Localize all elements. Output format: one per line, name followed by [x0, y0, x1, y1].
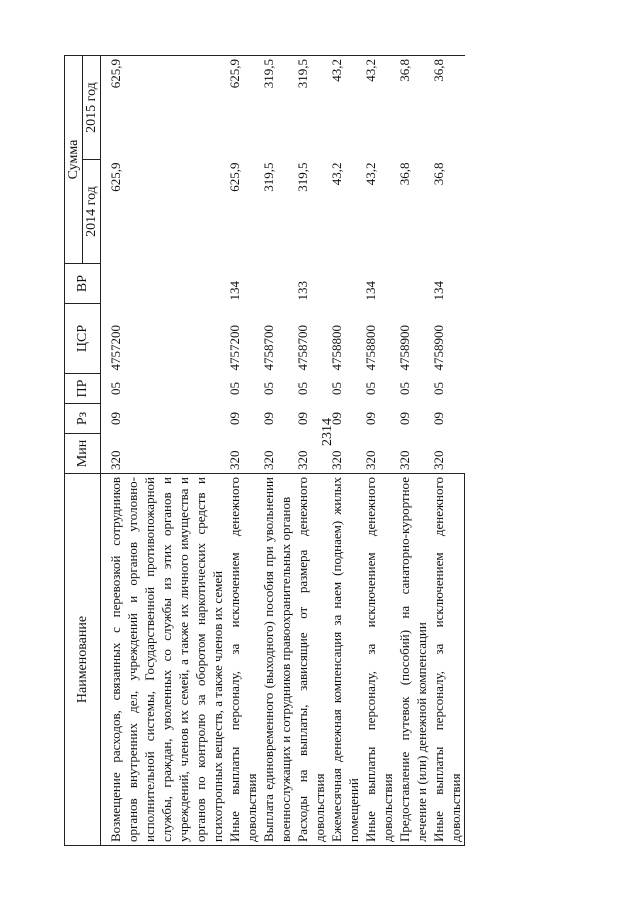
- budget-table-rotated: [64, 56, 614, 846]
- table-body: [101, 56, 465, 846]
- row-name: Предоставление путевок (пособий) на санаторно-курортное лечение и (или) денежной компенсации: [396, 474, 430, 846]
- cell-sum-2015: 625,9: [226, 56, 260, 160]
- row-name: Иные выплаты персоналу, за исключением денежного довольствия: [430, 474, 465, 846]
- cell-sum-2014: 625,9: [227, 162, 242, 192]
- cell-rz: 09: [397, 412, 412, 425]
- cell-tsr: 4758800: [329, 325, 344, 371]
- cell-sum-2015: 43,2: [328, 56, 362, 160]
- cell-rz: 09: [431, 412, 446, 425]
- cell-min: 320: [227, 450, 242, 470]
- cell-pr: 05: [261, 382, 276, 395]
- cell-min: 320: [397, 450, 412, 470]
- cell-min: 320: [329, 450, 344, 470]
- cell-sum-2015: 625,9: [107, 56, 226, 160]
- cell-tsr: 4757200: [108, 325, 123, 371]
- table-row: [226, 56, 260, 846]
- page-number: 2314: [320, 418, 335, 446]
- cell-pr: 05: [108, 382, 123, 395]
- cell-pr: 05: [397, 382, 412, 395]
- budget-table: [64, 55, 465, 846]
- cell-tsr: 4758700: [261, 325, 276, 371]
- cell-rz: 09: [363, 412, 378, 425]
- cell-sum-2015: 36,8: [396, 56, 430, 160]
- row-name: Возмещение расходов, связанных с перевозкой сотрудников органов внутренних дел, учреждений и органов уголовно-исполнительной системы, Государственной противопожарной службы, граждан, уволенных со службы из этих органов и учреждений, членов их семей, а также их личного имущества и органов по контролю за оборотом наркотических средств и психотропных веществ, а также членов их семей: [107, 474, 226, 846]
- cell-rz: 09: [227, 412, 242, 425]
- table-row: [396, 56, 430, 846]
- cell-sum-2015: 319,5: [260, 56, 294, 160]
- cell-min: 320: [431, 450, 446, 470]
- cell-pr: 05: [363, 382, 378, 395]
- cell-pr: 05: [431, 382, 446, 395]
- cell-sum-2014: 36,8: [397, 162, 412, 186]
- cell-vr: [328, 264, 362, 304]
- cell-tsr: 4758900: [397, 325, 412, 371]
- cell-min: 320: [261, 450, 276, 470]
- cell-sum-2014: 319,5: [261, 162, 276, 192]
- table-row: [294, 56, 328, 846]
- cell-rz: 09: [295, 412, 310, 425]
- header-vr: ВР: [65, 264, 101, 304]
- row-name: Ежемесячная денежная компенсация за наем (поднаем) жилых помещений: [328, 474, 362, 846]
- row-name: Иные выплаты персоналу, за исключением денежного довольствия: [226, 474, 260, 846]
- cell-rz: 09: [329, 412, 344, 425]
- header-min: Мин: [65, 434, 101, 474]
- cell-vr: 134: [227, 281, 242, 301]
- cell-sum-2014: 43,2: [329, 162, 344, 186]
- cell-pr: 05: [329, 382, 344, 395]
- table-row: [362, 56, 396, 846]
- cell-pr: 05: [227, 382, 242, 395]
- row-name: Расходы на выплаты, зависящие от размера денежного довольствия: [294, 474, 328, 846]
- cell-vr: 134: [431, 281, 446, 301]
- table-row: [430, 56, 465, 846]
- cell-vr: [396, 264, 430, 304]
- cell-min: 320: [295, 450, 310, 470]
- cell-sum-2015: 43,2: [362, 56, 396, 160]
- row-name: Выплата единовременного (выходного) пособия при увольнении военнослужащих и сотрудников правоохранительных органов: [260, 474, 294, 846]
- cell-tsr: 4757200: [227, 325, 242, 371]
- header-year-2015: 2015 год: [83, 56, 101, 160]
- cell-rz: 09: [108, 412, 123, 425]
- cell-min: 320: [363, 450, 378, 470]
- cell-rz: 09: [261, 412, 276, 425]
- cell-sum-2014: 36,8: [431, 162, 446, 186]
- cell-vr: [260, 264, 294, 304]
- cell-pr: 05: [295, 382, 310, 395]
- cell-sum-2014: 625,9: [108, 162, 123, 192]
- cell-sum-2015: 319,5: [294, 56, 328, 160]
- row-name: Иные выплаты персоналу, за исключением денежного довольствия: [362, 474, 396, 846]
- cell-min: 320: [108, 450, 123, 470]
- header-name: Наименование: [65, 474, 101, 846]
- table-row: [107, 56, 226, 846]
- table-row: [260, 56, 294, 846]
- cell-tsr: 4758700: [295, 325, 310, 371]
- cell-vr: 134: [363, 281, 378, 301]
- cell-vr: 133: [295, 281, 310, 301]
- header-row-top: [65, 56, 83, 846]
- cell-tsr: 4758900: [431, 325, 446, 371]
- cell-vr: [107, 264, 226, 304]
- cell-tsr: 4758800: [363, 325, 378, 371]
- table-row: [328, 56, 362, 846]
- header-rz: Рз: [65, 404, 101, 434]
- header-pr: ПР: [65, 374, 101, 404]
- cell-sum-2014: 43,2: [363, 162, 378, 186]
- header-year-2014: 2014 год: [83, 160, 101, 264]
- cell-sum-2014: 319,5: [295, 162, 310, 192]
- header-sum: Сумма: [65, 56, 83, 264]
- header-tsr: ЦСР: [65, 304, 101, 374]
- cell-sum-2015: 36,8: [430, 56, 465, 160]
